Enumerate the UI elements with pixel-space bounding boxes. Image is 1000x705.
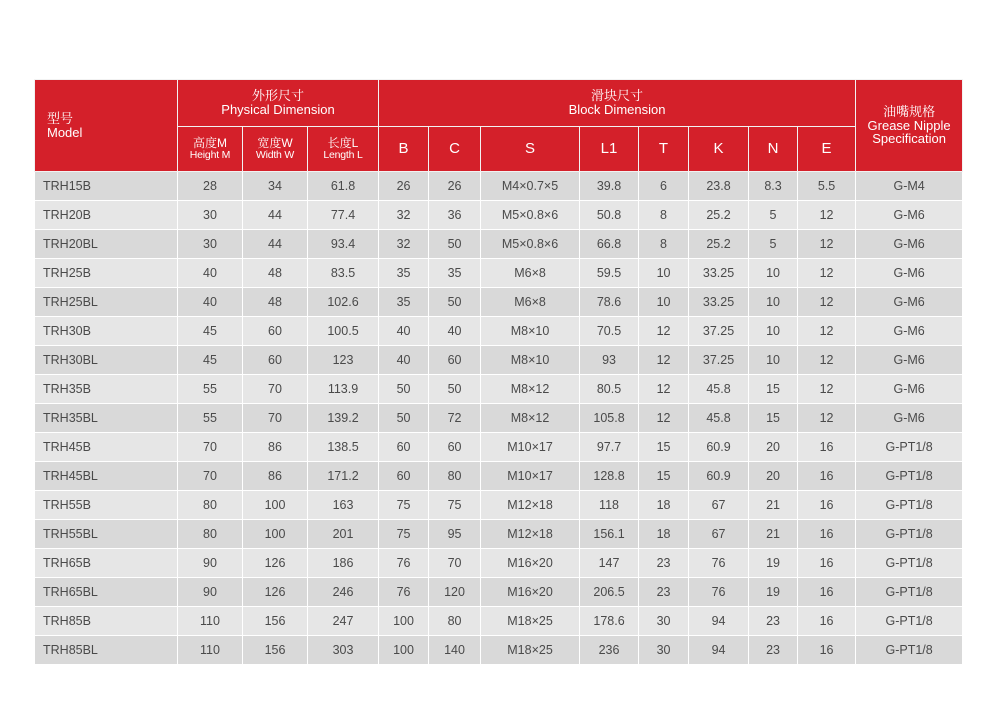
header-physical-zh: 外形尺寸 (252, 88, 305, 104)
cell-grease: G-M6 (856, 317, 963, 346)
cell-c: 70 (429, 549, 481, 578)
cell-b: 40 (379, 317, 429, 346)
cell-length: 102.6 (308, 288, 379, 317)
cell-n: 10 (749, 346, 798, 375)
cell-length: 77.4 (308, 201, 379, 230)
cell-e: 12 (798, 259, 856, 288)
cell-e: 12 (798, 288, 856, 317)
cell-height: 110 (178, 636, 243, 665)
cell-e: 12 (798, 404, 856, 433)
cell-length: 247 (308, 607, 379, 636)
cell-k: 45.8 (689, 375, 749, 404)
cell-t: 30 (639, 636, 689, 665)
cell-k: 94 (689, 607, 749, 636)
cell-length: 138.5 (308, 433, 379, 462)
table-row (35, 346, 963, 375)
cell-width: 44 (243, 201, 308, 230)
cell-length: 83.5 (308, 259, 379, 288)
cell-l1: 156.1 (580, 520, 639, 549)
cell-height: 55 (178, 375, 243, 404)
cell-b: 76 (379, 578, 429, 607)
table-row (35, 607, 963, 636)
cell-l1: 93 (580, 346, 639, 375)
cell-model: TRH45BL (35, 462, 178, 491)
cell-grease: G-M6 (856, 375, 963, 404)
cell-width: 48 (243, 288, 308, 317)
table-row (35, 259, 963, 288)
cell-n: 21 (749, 520, 798, 549)
header-col-e: E (798, 127, 856, 172)
header-model-zh: 型号 (47, 110, 74, 126)
header-grease-en-2: Specification (872, 131, 946, 147)
header-col-k: K (689, 127, 749, 172)
cell-s: M8×12 (481, 404, 580, 433)
cell-grease: G-M6 (856, 201, 963, 230)
cell-t: 23 (639, 578, 689, 607)
cell-n: 15 (749, 404, 798, 433)
cell-k: 45.8 (689, 404, 749, 433)
cell-model: TRH65B (35, 549, 178, 578)
cell-k: 37.25 (689, 346, 749, 375)
cell-s: M10×17 (481, 462, 580, 491)
cell-n: 5 (749, 201, 798, 230)
cell-k: 76 (689, 578, 749, 607)
cell-k: 60.9 (689, 433, 749, 462)
cell-e: 16 (798, 607, 856, 636)
cell-l1: 147 (580, 549, 639, 578)
cell-grease: G-M6 (856, 230, 963, 259)
header-physical-dimension (178, 80, 379, 127)
cell-e: 5.5 (798, 172, 856, 201)
cell-s: M8×10 (481, 317, 580, 346)
cell-b: 60 (379, 462, 429, 491)
cell-length: 100.5 (308, 317, 379, 346)
cell-n: 10 (749, 259, 798, 288)
cell-c: 60 (429, 346, 481, 375)
cell-width: 60 (243, 346, 308, 375)
cell-n: 10 (749, 317, 798, 346)
cell-l1: 70.5 (580, 317, 639, 346)
cell-c: 75 (429, 491, 481, 520)
cell-width: 70 (243, 404, 308, 433)
cell-k: 33.25 (689, 259, 749, 288)
cell-b: 32 (379, 230, 429, 259)
cell-c: 80 (429, 462, 481, 491)
cell-l1: 128.8 (580, 462, 639, 491)
cell-l1: 97.7 (580, 433, 639, 462)
cell-height: 40 (178, 259, 243, 288)
header-length-zh: 长度L (327, 136, 359, 151)
cell-height: 55 (178, 404, 243, 433)
cell-s: M12×18 (481, 520, 580, 549)
cell-n: 19 (749, 549, 798, 578)
cell-grease: G-PT1/8 (856, 520, 963, 549)
cell-height: 110 (178, 607, 243, 636)
cell-c: 72 (429, 404, 481, 433)
cell-model: TRH55BL (35, 520, 178, 549)
cell-height: 90 (178, 549, 243, 578)
cell-t: 18 (639, 491, 689, 520)
table-header (35, 80, 963, 172)
dimension-table (34, 79, 963, 665)
cell-length: 303 (308, 636, 379, 665)
header-col-b: B (379, 127, 429, 172)
cell-n: 23 (749, 636, 798, 665)
cell-width: 100 (243, 491, 308, 520)
cell-e: 12 (798, 346, 856, 375)
cell-width: 126 (243, 578, 308, 607)
cell-k: 67 (689, 520, 749, 549)
cell-s: M5×0.8×6 (481, 201, 580, 230)
cell-t: 30 (639, 607, 689, 636)
header-col-s: S (481, 127, 580, 172)
cell-grease: G-PT1/8 (856, 607, 963, 636)
cell-t: 15 (639, 433, 689, 462)
table-row (35, 288, 963, 317)
table-row (35, 404, 963, 433)
cell-l1: 80.5 (580, 375, 639, 404)
header-model (35, 80, 178, 172)
table-row (35, 172, 963, 201)
cell-length: 113.9 (308, 375, 379, 404)
cell-grease: G-M6 (856, 288, 963, 317)
cell-width: 100 (243, 520, 308, 549)
header-block-dimension (379, 80, 856, 127)
cell-e: 16 (798, 462, 856, 491)
cell-k: 23.8 (689, 172, 749, 201)
cell-grease: G-M4 (856, 172, 963, 201)
cell-width: 44 (243, 230, 308, 259)
cell-grease: G-M6 (856, 346, 963, 375)
cell-e: 12 (798, 375, 856, 404)
cell-width: 86 (243, 462, 308, 491)
cell-e: 16 (798, 549, 856, 578)
cell-c: 120 (429, 578, 481, 607)
cell-l1: 105.8 (580, 404, 639, 433)
header-physical-en: Physical Dimension (221, 102, 335, 117)
cell-l1: 206.5 (580, 578, 639, 607)
cell-b: 75 (379, 491, 429, 520)
cell-grease: G-PT1/8 (856, 578, 963, 607)
cell-e: 16 (798, 520, 856, 549)
cell-model: TRH85BL (35, 636, 178, 665)
cell-b: 50 (379, 375, 429, 404)
header-col-c: C (429, 127, 481, 172)
cell-b: 100 (379, 607, 429, 636)
cell-grease: G-PT1/8 (856, 462, 963, 491)
cell-k: 94 (689, 636, 749, 665)
cell-n: 21 (749, 491, 798, 520)
cell-b: 32 (379, 201, 429, 230)
cell-k: 25.2 (689, 201, 749, 230)
cell-b: 26 (379, 172, 429, 201)
cell-t: 18 (639, 520, 689, 549)
cell-s: M18×25 (481, 636, 580, 665)
cell-s: M8×10 (481, 346, 580, 375)
header-col-l1: L1 (580, 127, 639, 172)
cell-n: 8.3 (749, 172, 798, 201)
cell-model: TRH65BL (35, 578, 178, 607)
cell-s: M6×8 (481, 288, 580, 317)
cell-height: 45 (178, 317, 243, 346)
cell-c: 40 (429, 317, 481, 346)
header-width (243, 127, 308, 172)
cell-l1: 66.8 (580, 230, 639, 259)
cell-height: 90 (178, 578, 243, 607)
cell-height: 80 (178, 520, 243, 549)
cell-k: 67 (689, 491, 749, 520)
cell-height: 70 (178, 433, 243, 462)
cell-k: 25.2 (689, 230, 749, 259)
cell-t: 12 (639, 375, 689, 404)
cell-model: TRH45B (35, 433, 178, 462)
cell-s: M18×25 (481, 607, 580, 636)
cell-t: 10 (639, 288, 689, 317)
cell-e: 16 (798, 636, 856, 665)
header-height-en: Height M (189, 148, 231, 161)
cell-grease: G-PT1/8 (856, 549, 963, 578)
cell-b: 35 (379, 288, 429, 317)
cell-e: 12 (798, 317, 856, 346)
cell-model: TRH35B (35, 375, 178, 404)
cell-c: 35 (429, 259, 481, 288)
cell-e: 16 (798, 433, 856, 462)
cell-length: 201 (308, 520, 379, 549)
cell-n: 19 (749, 578, 798, 607)
cell-k: 60.9 (689, 462, 749, 491)
cell-k: 37.25 (689, 317, 749, 346)
cell-width: 126 (243, 549, 308, 578)
cell-length: 123 (308, 346, 379, 375)
header-grease-zh: 油嘴规格 (883, 104, 936, 120)
cell-b: 100 (379, 636, 429, 665)
cell-width: 156 (243, 607, 308, 636)
cell-e: 16 (798, 491, 856, 520)
cell-model: TRH25B (35, 259, 178, 288)
cell-b: 40 (379, 346, 429, 375)
cell-width: 60 (243, 317, 308, 346)
cell-b: 76 (379, 549, 429, 578)
cell-t: 8 (639, 201, 689, 230)
table-row (35, 549, 963, 578)
cell-t: 6 (639, 172, 689, 201)
cell-t: 23 (639, 549, 689, 578)
cell-n: 15 (749, 375, 798, 404)
cell-t: 12 (639, 404, 689, 433)
cell-s: M6×8 (481, 259, 580, 288)
header-col-t: T (639, 127, 689, 172)
header-block-en: Block Dimension (568, 102, 666, 117)
cell-length: 139.2 (308, 404, 379, 433)
cell-k: 33.25 (689, 288, 749, 317)
cell-model: TRH30B (35, 317, 178, 346)
cell-c: 50 (429, 375, 481, 404)
cell-width: 70 (243, 375, 308, 404)
cell-s: M16×20 (481, 549, 580, 578)
cell-model: TRH15B (35, 172, 178, 201)
cell-model: TRH55B (35, 491, 178, 520)
cell-l1: 78.6 (580, 288, 639, 317)
cell-model: TRH20BL (35, 230, 178, 259)
cell-l1: 236 (580, 636, 639, 665)
cell-width: 156 (243, 636, 308, 665)
cell-n: 10 (749, 288, 798, 317)
cell-c: 36 (429, 201, 481, 230)
cell-t: 15 (639, 462, 689, 491)
cell-height: 80 (178, 491, 243, 520)
cell-b: 60 (379, 433, 429, 462)
cell-height: 70 (178, 462, 243, 491)
cell-grease: G-M6 (856, 404, 963, 433)
header-height (178, 127, 243, 172)
cell-model: TRH85B (35, 607, 178, 636)
cell-c: 95 (429, 520, 481, 549)
cell-grease: G-M6 (856, 259, 963, 288)
cell-height: 28 (178, 172, 243, 201)
cell-t: 12 (639, 317, 689, 346)
cell-t: 10 (639, 259, 689, 288)
table-row (35, 433, 963, 462)
table-body (35, 172, 963, 665)
cell-height: 30 (178, 230, 243, 259)
cell-b: 75 (379, 520, 429, 549)
header-width-zh: 宽度W (257, 136, 293, 151)
cell-s: M4×0.7×5 (481, 172, 580, 201)
table-row (35, 491, 963, 520)
header-grease-nipple (856, 80, 963, 172)
cell-grease: G-PT1/8 (856, 636, 963, 665)
header-height-zh: 高度M (193, 136, 227, 151)
cell-b: 35 (379, 259, 429, 288)
cell-width: 86 (243, 433, 308, 462)
cell-n: 20 (749, 462, 798, 491)
table-row (35, 462, 963, 491)
cell-height: 30 (178, 201, 243, 230)
cell-length: 246 (308, 578, 379, 607)
cell-length: 186 (308, 549, 379, 578)
cell-model: TRH30BL (35, 346, 178, 375)
spec-table (34, 79, 962, 665)
header-width-en: Width W (255, 148, 295, 161)
table-row (35, 201, 963, 230)
cell-s: M8×12 (481, 375, 580, 404)
cell-t: 12 (639, 346, 689, 375)
cell-width: 34 (243, 172, 308, 201)
cell-c: 50 (429, 230, 481, 259)
cell-model: TRH25BL (35, 288, 178, 317)
cell-length: 93.4 (308, 230, 379, 259)
cell-length: 171.2 (308, 462, 379, 491)
cell-l1: 50.8 (580, 201, 639, 230)
cell-l1: 39.8 (580, 172, 639, 201)
table-row (35, 317, 963, 346)
table-row (35, 578, 963, 607)
cell-e: 16 (798, 578, 856, 607)
cell-model: TRH20B (35, 201, 178, 230)
cell-c: 60 (429, 433, 481, 462)
cell-n: 23 (749, 607, 798, 636)
cell-s: M5×0.8×6 (481, 230, 580, 259)
cell-e: 12 (798, 230, 856, 259)
cell-c: 140 (429, 636, 481, 665)
table-row (35, 375, 963, 404)
cell-l1: 178.6 (580, 607, 639, 636)
cell-b: 50 (379, 404, 429, 433)
cell-model: TRH35BL (35, 404, 178, 433)
header-grease-en-1: Grease Nipple (867, 117, 951, 133)
cell-length: 163 (308, 491, 379, 520)
cell-k: 76 (689, 549, 749, 578)
cell-grease: G-PT1/8 (856, 491, 963, 520)
table-row (35, 636, 963, 665)
cell-height: 45 (178, 346, 243, 375)
header-length (308, 127, 379, 172)
cell-length: 61.8 (308, 172, 379, 201)
header-model-en: Model (47, 124, 83, 140)
cell-l1: 59.5 (580, 259, 639, 288)
header-block-zh: 滑块尺寸 (591, 88, 644, 104)
cell-s: M16×20 (481, 578, 580, 607)
cell-width: 48 (243, 259, 308, 288)
table-row (35, 520, 963, 549)
cell-n: 20 (749, 433, 798, 462)
header-length-en: Length L (323, 148, 363, 161)
header-col-n: N (749, 127, 798, 172)
cell-e: 12 (798, 201, 856, 230)
cell-s: M12×18 (481, 491, 580, 520)
cell-c: 50 (429, 288, 481, 317)
cell-l1: 118 (580, 491, 639, 520)
cell-t: 8 (639, 230, 689, 259)
cell-n: 5 (749, 230, 798, 259)
cell-c: 80 (429, 607, 481, 636)
cell-height: 40 (178, 288, 243, 317)
cell-s: M10×17 (481, 433, 580, 462)
cell-c: 26 (429, 172, 481, 201)
table-row (35, 230, 963, 259)
cell-grease: G-PT1/8 (856, 433, 963, 462)
